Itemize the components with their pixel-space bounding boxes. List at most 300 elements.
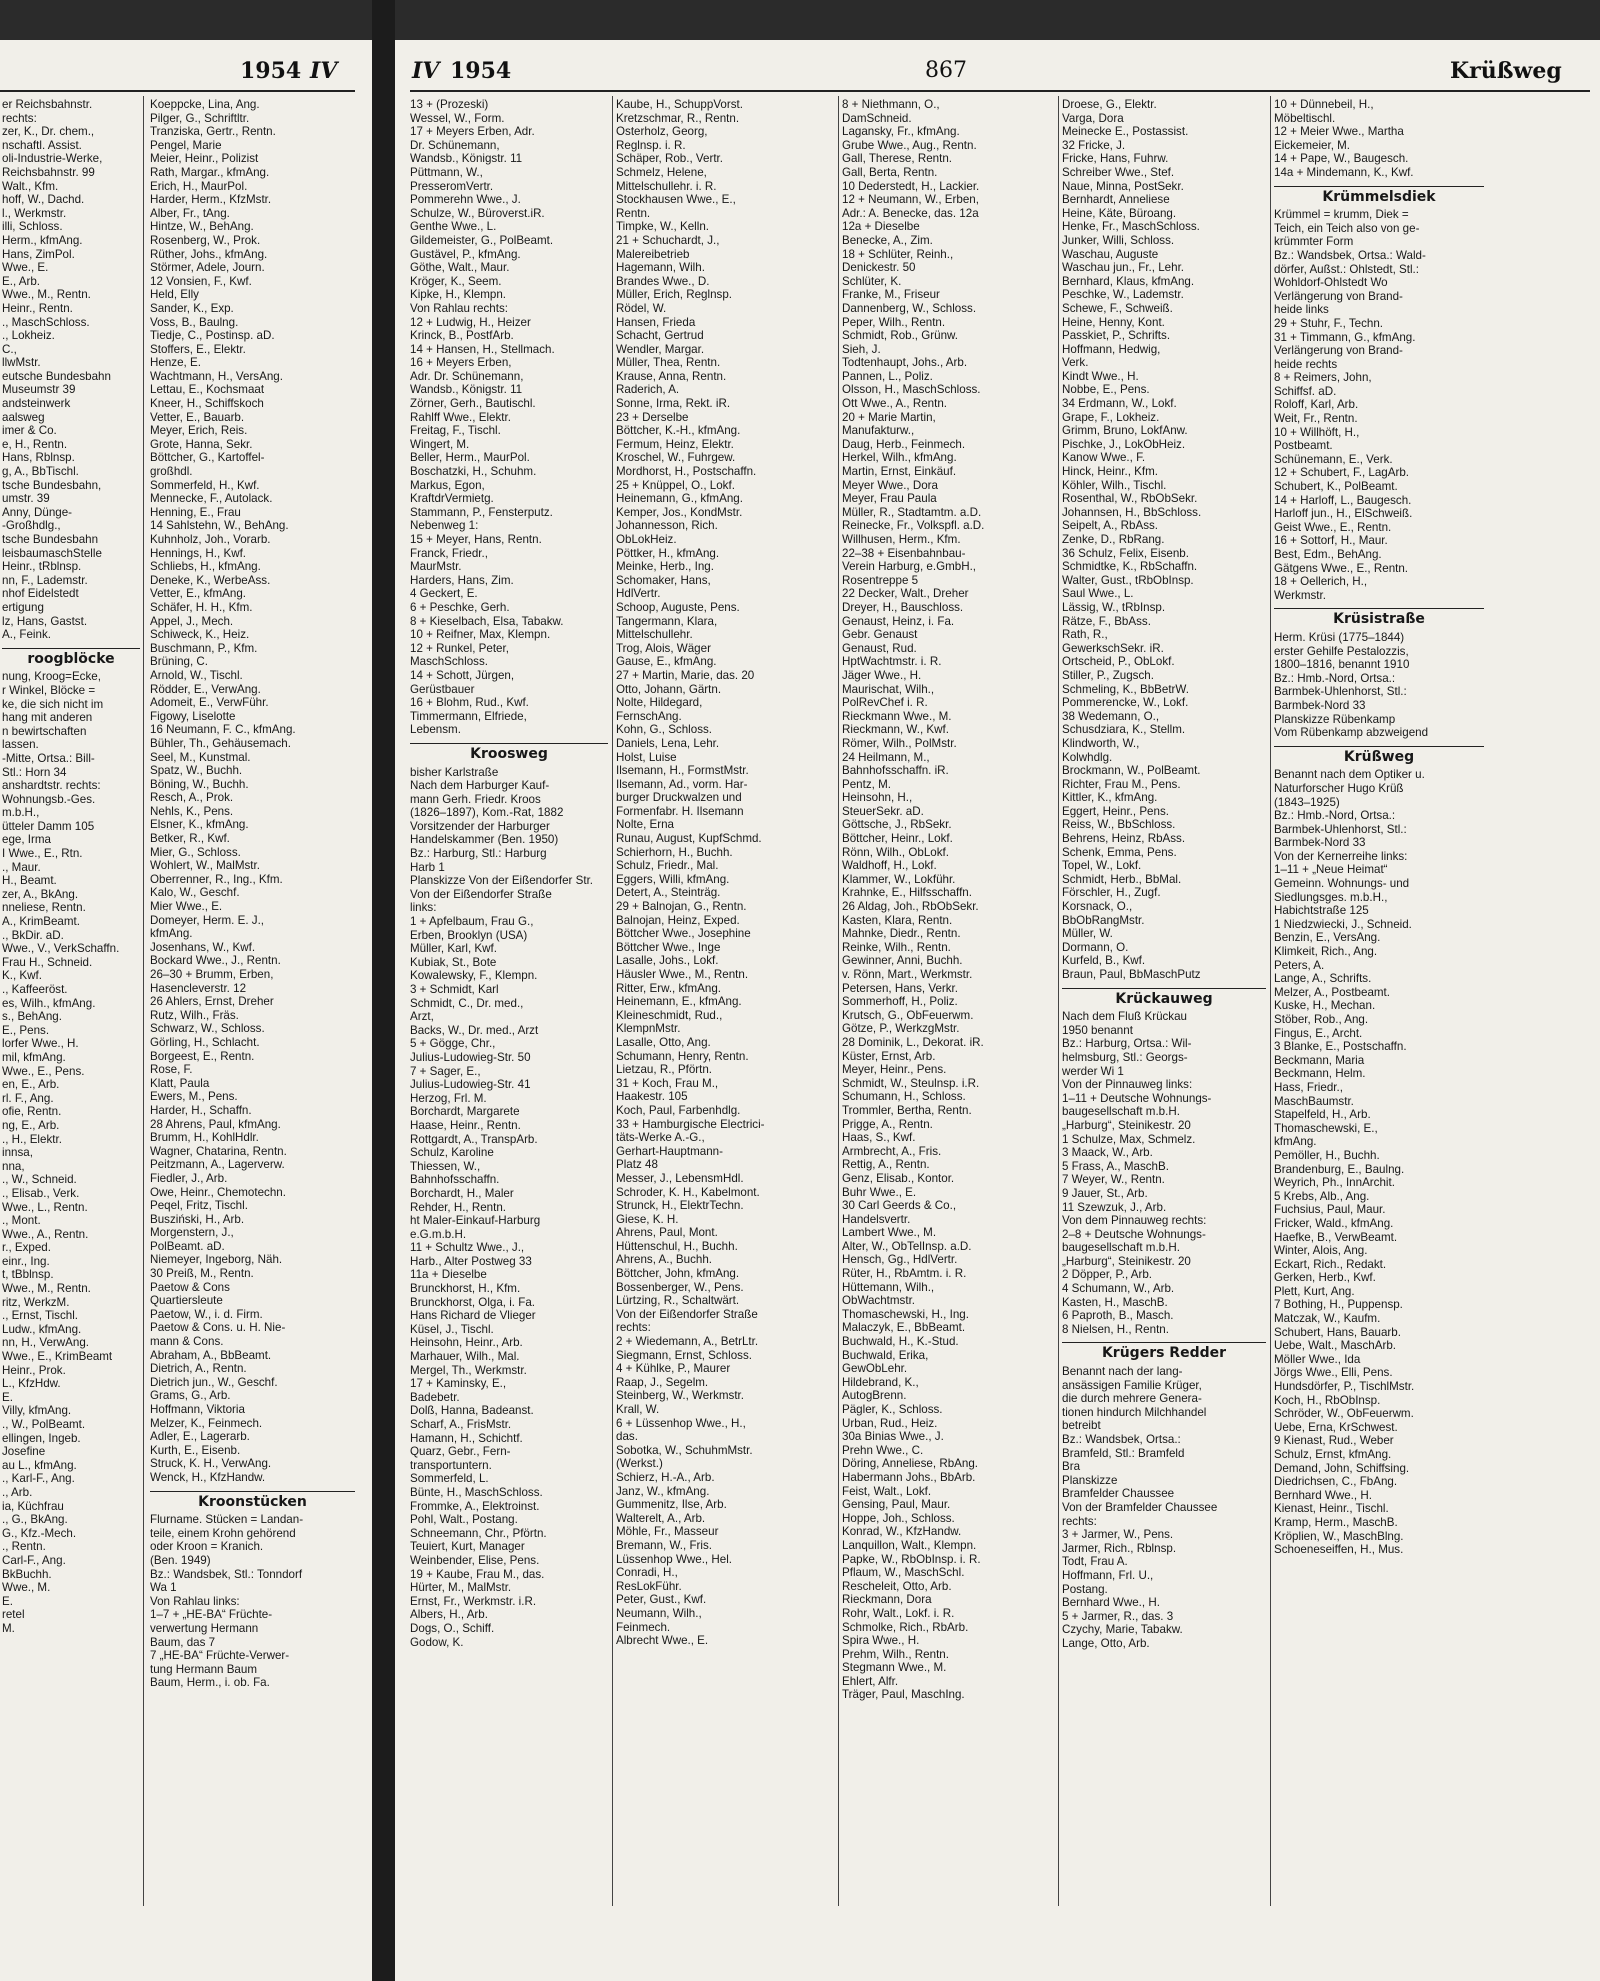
directory-entry: 34 Erdmann, W., Lokf. [1062,397,1177,411]
directory-entry: Rosenthal, W., RbObSekr. [1062,492,1198,506]
directory-entry: Zörner, Gerh., Bautischl. [410,397,536,411]
directory-entry: Beller, Herm., MaurPol. [410,451,530,465]
directory-entry: 14 + Hansen, H., Stellmach. [410,342,555,356]
directory-entry: Brunckhorst, H., Kfm. [410,1282,521,1296]
directory-entry: 1–11 + „Neue Heimat“ [1274,863,1388,877]
street-heading: Kroonstücken [150,1491,355,1510]
directory-entry: Bramfelder Chaussee [1062,1487,1175,1501]
directory-entry: ., Mont. [2,1214,41,1228]
directory-entry: Urban, Rud., Heiz. [842,1416,938,1430]
directory-entry: hang mit anderen [2,711,93,725]
directory-entry: Rohr, Walt., Lokf. i. R. [842,1606,955,1620]
directory-entry: 26 Aldag, Joh., RbObSekr. [842,900,979,914]
directory-entry: 5 + Gögge, Chr., [410,1037,496,1051]
directory-entry: Borchardt, Margarete [410,1105,520,1119]
directory-entry: Bz.: Hmb.-Nord, Ortsa.: [1274,671,1396,685]
directory-entry: Trommler, Bertha, Rentn. [842,1103,972,1117]
directory-entry: Mier, G., Schloss. [150,845,241,859]
directory-entry: Armbrecht, A., Fris. [842,1144,942,1158]
directory-entry: Mennecke, F., Autolack. [150,492,273,506]
directory-entry: KlempnMstr. [616,1022,681,1036]
directory-entry: Gustävel, P., kfmAng. [410,247,521,261]
directory-entry: Schierz, H.-A., Arb. [616,1470,715,1484]
directory-entry: Voss, B., Baulng. [150,315,239,329]
directory-entry: Rätze, F., BbAss. [1062,614,1151,628]
directory-entry: 29 + Balnojan, G., Rentn. [616,900,747,914]
directory-entry: Betker, R., Kwf. [150,832,230,846]
column-divider [143,96,144,1906]
directory-entry: Freitag, F., Tischl. [410,424,501,438]
directory-entry: Waschau, Auguste [1062,247,1159,261]
directory-entry: 16 + Meyers Erben, [410,356,512,370]
directory-entry: Gause, E., kfmAng. [616,655,717,669]
directory-entry: Steinberg, W., Werkmstr. [616,1389,744,1403]
street-heading: Kroosweg [410,743,608,762]
directory-entry: Herzog, Frl. M. [410,1091,487,1105]
directory-entry: Petersen, Hans, Verkr. [842,981,958,995]
directory-entry: ., BkDir. aD. [2,928,64,942]
directory-entry: Mittelschullehr. [616,628,693,642]
directory-entry: Benzin, E., VersAng. [1274,931,1381,945]
directory-entry: Böttcher, K.-H., kfmAng. [616,424,741,438]
directory-entry: Matczak, W., Kaufm. [1274,1312,1381,1326]
directory-entry: 23 + Derselbe [616,410,689,424]
directory-entry: Bz.: Wandsbek, Ortsa.: Wald- [1274,248,1426,262]
directory-entry: nn, H., VerwAng. [2,1336,89,1350]
directory-entry: 24 Heilmann, M., [842,750,930,764]
directory-entry: Barmbek-Uhlenhorst, Stl.: [1274,822,1407,836]
directory-entry: Schreiber Wwe., Stef. [1062,165,1175,179]
directory-entry: 10 Dederstedt, H., Lackier. [842,179,980,193]
directory-entry: ., Ernst, Tischl. [2,1309,79,1323]
directory-entry: Römer, Wilh., PolMstr. [842,736,957,750]
directory-entry: Meinecke E., Postassist. [1062,125,1189,139]
directory-entry: Meinke, Herb., Ing. [616,560,714,574]
directory-entry: MaurMstr. [410,560,462,574]
directory-entry: rl. F., Ang. [2,1091,54,1105]
directory-entry: Klindworth, W., [1062,736,1140,750]
directory-entry: 22–38 + Eisenbahnbau- [842,546,966,560]
directory-entry: Schmidt, W., Steulnsp. i.R. [842,1076,980,1090]
directory-entry: Gerüstbauer [410,682,475,696]
directory-entry: Hans, ZimPol. [2,247,75,261]
directory-entry: 1950 benannt [1062,1023,1133,1037]
directory-entry: Varga, Dora [1062,111,1124,125]
directory-entry: Nebenweg 1: [410,519,479,533]
directory-entry: Albers, H., Arb. [410,1608,488,1622]
directory-entry: Heine, Henny, Kont. [1062,315,1165,329]
directory-entry: Holst, Luise [616,750,677,764]
directory-entry: Maurischat, Wilh., [842,682,935,696]
directory-entry: Ehlert, Alfr. [842,1674,899,1688]
directory-entry: 1 Niedzwiecki, J., Schneid. [1274,917,1412,931]
directory-entry: Rottgardt, A., TranspArb. [410,1132,538,1146]
directory-entry: Wwe., V., VerkSchaffn. [2,942,120,956]
directory-entry: Martin, Ernst, Einkäuf. [842,465,957,479]
directory-entry: Schubert, K., PolBeamt. [1274,480,1398,494]
directory-entry: 3 Maack, W., Arb. [1062,1146,1153,1160]
directory-entry: Balnojan, Heinz, Exped. [616,913,740,927]
directory-entry: Braun, Paul, BbMaschPutz [1062,968,1201,981]
directory-entry: 12 + Meier Wwe., Martha [1274,125,1404,139]
directory-entry: burger Druckwalzen und [616,791,742,805]
directory-entry: Grote, Hanna, Sekr. [150,437,253,451]
directory-entry: Lässig, W., tRbInsp. [1062,600,1166,614]
directory-entry: Rettig, A., Rentn. [842,1158,930,1172]
directory-entry: 3 Blanke, E., Postschaffn. [1274,1040,1407,1054]
directory-entry: Droese, G., Elektr. [1062,98,1157,111]
directory-entry: Kurfeld, B., Kwf. [1062,954,1146,968]
directory-entry: Kasten, H., MaschB. [1062,1295,1168,1309]
directory-entry: Stapelfeld, H., Arb. [1274,1108,1371,1122]
directory-entry: Hansen, Frieda [616,315,696,329]
street-heading: Krügers Redder [1062,1342,1266,1361]
directory-entry: Verk. [1062,356,1089,370]
directory-entry: Ortscheid, P., ObLokf. [1062,655,1175,669]
directory-entry: Schroder, K. H., Kabelmont. [616,1185,760,1199]
directory-entry: Frau H., Schneid. [2,955,93,969]
directory-entry: Stammann, P., Fensterputz. [410,505,553,519]
directory-entry: Sander, K., Exp. [150,301,234,315]
directory-entry: Gewinner, Anni, Buchh. [842,954,963,968]
directory-entry: BbObRangMstr. [1062,913,1145,927]
directory-entry: Möller Wwe., Ida [1274,1352,1361,1366]
directory-entry: Rutz, Wilh., Fräs. [150,1008,239,1022]
directory-entry: Bossenberger, W., Pens. [616,1280,744,1294]
directory-entry: Fricker, Wald., kfmAng. [1274,1216,1394,1230]
directory-entry: Franck, Friedr., [410,546,488,560]
directory-entry: Schulz, Friedr., Mal. [616,859,719,873]
directory-entry: 5 + Jarmer, R., das. 3 [1062,1609,1174,1623]
directory-entry: Hüttemann, Wilh., [842,1280,935,1294]
directory-entry: E. [2,1594,13,1608]
directory-entry: Flurname. Stücken = Landan- [150,1513,304,1527]
directory-entry: Böttcher, Heinr., Lokf. [842,832,953,846]
directory-entry: Ritter, Erw., kfmAng. [616,981,722,995]
directory-entry: Brüning, C. [150,655,208,669]
directory-entry: -Mitte, Ortsa.: Bill- [2,751,95,765]
directory-entry: M. [2,1621,15,1635]
directory-entry: Wwe., M., Rentn. [2,1282,91,1296]
directory-entry: Feist, Walt., Lokf. [842,1484,932,1498]
directory-entry: Barmbek-Uhlenhorst, Stl.: [1274,685,1407,699]
directory-entry: Walt., Kfm. [2,179,59,193]
directory-entry: 7 „HE-BA“ Früchte-Verwer- [150,1649,290,1663]
directory-entry: Hildebrand, K., [842,1375,919,1389]
directory-entry: Köhler, Wilh., Tischl. [1062,478,1167,492]
directory-entry: Hoffmann, Frl. U., [1062,1568,1154,1582]
directory-entry: Rieckmann, W., Kwf. [842,723,949,737]
directory-entry: Winter, Alois, Ang. [1274,1244,1368,1258]
directory-entry: betreibt [1062,1419,1101,1433]
directory-entry: Vetter, E., Bauarb. [150,410,245,424]
directory-entry: 4 + Kühlke, P., Maurer [616,1362,731,1376]
directory-entry: Kipke, H., Klempn. [410,288,507,302]
directory-entry: 20 + Marie Martin, [842,410,936,424]
directory-entry: tsche Bundesbahn, [2,478,102,492]
directory-entry: Brandenburg, E., Baulng. [1274,1162,1405,1176]
directory-entry: n bewirtschaften [2,724,87,738]
directory-entry: Rosentreppe 5 [842,573,919,587]
directory-entry: E., Pens. [2,1023,50,1037]
directory-entry: Vetter, E., kfmAng. [150,587,247,601]
directory-entry: 18 + Oellerich, H., [1274,575,1368,589]
directory-entry: Papke, W., RbObInsp. i. R. [842,1552,981,1566]
directory-entry: Siedlungsges. m.b.H., [1274,890,1388,904]
directory-entry: Denickestr. 50 [842,261,916,275]
directory-entry: tung Hermann Baum [150,1662,257,1676]
directory-entry: ng, E., Arb. [2,1118,60,1132]
directory-entry: Koch, Paul, Farbenhdlg. [616,1103,741,1117]
directory-entry: Paetow & Cons. u. H. Nie- [150,1321,286,1335]
directory-entry: Sonne, Irma, Rekt. iR. [616,397,731,411]
directory-entry: Träger, Paul, MaschIng. [842,1688,965,1702]
directory-entry: Rödel, W. [616,301,667,315]
directory-entry: Rödder, E., VerwAng. [150,682,261,696]
directory-entry: 31 + Koch, Frau M., [616,1076,719,1090]
directory-entry: HdlVertr. [616,587,661,601]
directory-entry: Seel, M., Kunstmal. [150,750,251,764]
directory-entry: Von der Kernerreihe links: [1274,849,1408,863]
directory-entry: kfmAng. [150,927,193,941]
directory-entry: Appel, J., Mech. [150,614,234,628]
directory-entry: Kroschel, W., Fuhrgew. [616,451,736,465]
directory-entry: Bahnhofsschaffn. [410,1173,500,1187]
right-column-4 [1062,98,1266,1918]
directory-entry: rechts: [2,111,37,125]
directory-entry: teile, einem Krohn gehörend [150,1526,296,1540]
directory-entry: Nolte, Erna [616,818,674,832]
directory-entry: Niemeyer, Ingeborg, Näh. [150,1253,283,1267]
directory-entry: Rüter, H., RbAmtm. i. R. [842,1267,967,1281]
directory-entry: Borgeest, E., Rentn. [150,1049,255,1063]
directory-entry: Gensing, Paul, Maur. [842,1498,951,1512]
directory-entry: ertigung [2,600,44,614]
directory-entry: Franke, M., Friseur [842,288,940,302]
directory-entry: Peqel, Fritz, Tischl. [150,1199,248,1213]
directory-entry: Ott Wwe., A., Rentn. [842,397,948,411]
directory-entry: Krahnke, E., Hilfsschaffn. [842,886,972,900]
directory-entry: Gall, Berta, Rentn. [842,165,938,179]
directory-entry: ., Elisab., Verk. [2,1186,80,1200]
directory-entry: -Großhdlg., [2,519,61,533]
right-header-section: IV [412,58,440,84]
directory-entry: 14 Sahlstehn, W., BehAng. [150,519,289,533]
directory-entry: Lambert Wwe., M. [842,1226,937,1240]
directory-entry: ege, Irma [2,833,51,847]
directory-entry: Peschke, W., Lademstr. [1062,288,1184,302]
directory-entry: 9 Jauer, St., Arb. [1062,1186,1148,1200]
directory-entry: Gildemeister, G., PolBeamt. [410,233,554,247]
directory-entry: Prigge, A., Rentn. [842,1117,933,1131]
directory-entry: 1 + Apfelbaum, Frau G., [410,915,534,929]
directory-entry: Sommerfeld, L. [410,1472,489,1486]
directory-entry: Buchwald, H., K.-Stud. [842,1335,959,1349]
directory-entry: Wessel, W., Form. [410,111,505,125]
directory-entry: Mergel, Th., Werkmstr. [410,1363,527,1377]
directory-entry: erster Gehilfe Pestalozzis, [1274,644,1409,658]
directory-entry: Dannenberg, W., Schloss. [842,301,977,315]
directory-entry: Harb., Alter Postweg 33 [410,1254,532,1268]
directory-entry: H., Beamt. [2,874,57,888]
directory-entry: 32 Fricke, J. [1062,138,1126,152]
directory-entry: Reichsbahnstr. 99 [2,165,95,179]
directory-entry: Schmelz, Helene, [616,165,707,179]
directory-entry: Weyrich, Ph., InnArchit. [1274,1176,1395,1190]
directory-entry: Planskizze Rübenkamp [1274,712,1396,726]
directory-entry: einr., Ing. [2,1254,50,1268]
directory-entry: Kuhnholz, Joh., Vorarb. [150,533,271,546]
directory-entry: Gätgens Wwe., E., Rentn. [1274,561,1409,575]
directory-entry: 4 Schumann, W., Arb. [1062,1282,1175,1296]
directory-entry: rechts: [1062,1514,1097,1528]
directory-entry: 3 + Jarmer, W., Pens. [1062,1528,1174,1542]
directory-entry: nschaftl. Assist. [2,138,82,152]
directory-entry: 4 Geckert, E. [410,587,478,601]
directory-entry: 31 + Timmann, G., kfmAng. [1274,330,1416,344]
directory-entry: Habermann Johs., BbArb. [842,1470,976,1484]
directory-entry: krümmter Form [1274,235,1354,249]
directory-entry: Schäfer, H. H., Kfm. [150,600,253,614]
directory-entry: 8 + Niethmann, O., [842,98,940,111]
directory-entry: ., Maur. [2,860,41,874]
directory-entry: 3 + Schmidt, Karl [410,983,499,996]
directory-entry: Stöber, Rob., Ang. [1274,1013,1369,1026]
directory-entry: Raap, J., Segelm. [616,1375,709,1389]
directory-entry: Hoppe, Joh., Schloss. [842,1511,955,1525]
directory-entry: Rahlff Wwe., Elektr. [410,410,511,424]
street-heading: Krüsistraße [1274,608,1484,627]
directory-entry: I Wwe., E., Rtn. [2,847,83,861]
directory-entry: Abraham, A., BbBeamt. [150,1348,272,1362]
directory-entry: bisher Karlstraße [410,765,499,779]
directory-entry: Bockard Wwe., J., Rentn. [150,954,281,968]
directory-entry: 21 + Schuchardt, J., [616,233,720,247]
directory-entry: Dietrich jun., W., Geschf. [150,1375,278,1389]
directory-entry: Reglnsp. i. R. [616,138,686,152]
directory-entry: Stockhausen Wwe., E., [616,193,736,207]
directory-entry: Müller, Thea, Rentn. [616,356,721,370]
directory-entry: Tangermann, Klara, [616,614,718,628]
directory-entry: Wandsb., Königstr. 11 [410,383,523,397]
directory-entry: ., Arb. [2,1485,33,1499]
directory-entry: Carl-F., Ang. [2,1553,66,1567]
directory-entry: Stegmann Wwe., M. [842,1661,947,1675]
directory-entry: Schiffsf. aD. [1274,384,1337,398]
directory-entry: Bremann, W., Fris. [616,1538,712,1552]
directory-entry: Struck, K. H., VerwAng. [150,1457,272,1471]
directory-entry: ., Kaffeeröst. [2,983,68,996]
directory-entry: 30 Carl Geerds & Co., [842,1199,957,1213]
directory-entry: Geist Wwe., E., Rentn. [1274,520,1392,534]
directory-entry: Postbeamt. [1274,439,1333,453]
directory-entry: Herm., kfmAng. [2,233,83,247]
directory-entry: transportuntern. [410,1458,492,1472]
street-heading: roogblöcke [2,648,140,667]
directory-entry: Rescheleit, Otto, Arb. [842,1579,952,1593]
directory-entry: Daniels, Lena, Lehr. [616,736,720,750]
directory-entry: Strunck, H., ElektrTechn. [616,1199,744,1213]
directory-entry: Kasten, Klara, Rentn. [842,913,953,927]
directory-entry: Genthe Wwe., L. [410,220,497,234]
directory-entry: er Reichsbahnstr. [2,98,93,111]
directory-entry: Gemeinn. Wohnungs- und [1274,877,1410,891]
directory-entry: Rönn, Wilh., ObLokf. [842,845,949,859]
directory-entry: Johannesson, Rich. [616,519,718,533]
directory-entry: (Werkst.) [616,1457,663,1471]
directory-entry: zer, K., Dr. chem., [2,125,95,139]
directory-entry: 10 + Dünnebeil, H., [1274,98,1374,111]
directory-entry: 19 + Kaube, Frau M., das. [410,1567,545,1581]
directory-entry: 12 Vonsien, F., Kwf. [150,274,252,288]
directory-entry: Richter, Frau M., Pens. [1062,777,1181,791]
directory-entry: Hoffmann, Hedwig, [1062,342,1161,356]
directory-entry: Heinemann, E., kfmAng. [616,995,742,1009]
directory-entry: Wwe., L., Rentn. [2,1200,88,1214]
directory-entry: Buchwald, Erika, [842,1348,929,1362]
directory-entry: A., KrimBeamt. [2,915,80,929]
directory-entry: Ernst, Fr., Werkmstr. i.R. [410,1594,537,1608]
directory-entry: Beckmann, Helm. [1274,1067,1366,1081]
directory-entry: Von Rahlau rechts: [410,301,508,315]
directory-entry: Grimm, Bruno, LokfAnw. [1062,424,1188,438]
directory-entry: umstr. 39 [2,492,50,506]
directory-entry: Museumstr 39 [2,383,76,397]
directory-entry: Dormann, O. [1062,940,1129,954]
directory-entry: Prehm, Wilh., Rentn. [842,1647,949,1661]
directory-entry: nung, Kroog=Ecke, [2,670,101,684]
directory-entry: Stoffers, E., Elektr. [150,342,246,356]
directory-entry: r Winkel, Blöcke = [2,683,96,697]
directory-entry: Czychy, Marie, Tabakw. [1062,1623,1183,1637]
directory-entry: Runau, August, KupfSchmd. [616,832,762,846]
directory-entry: Klammer, W., Lokführ. [842,872,956,886]
directory-entry: Ilsemann, H., FormstMstr. [616,764,749,778]
directory-entry: Hagemann, Wilh. [616,261,705,275]
directory-entry: das. [616,1430,638,1444]
directory-entry: Raderich, A. [616,383,680,397]
directory-entry: anshardtstr. rechts: [2,779,101,793]
directory-entry: Buhr Wwe., E. [842,1185,917,1199]
directory-entry: Elsner, K., kfmAng. [150,818,249,832]
directory-entry: Junker, Willi, Schloss. [1062,233,1175,247]
directory-entry: Kröger, K., Seem. [410,274,502,288]
directory-entry: Adler, E., Lagerarb. [150,1430,250,1444]
left-column-2 [150,98,355,1918]
directory-entry: Fiedler, J., Arb. [150,1171,228,1185]
directory-entry: Timpke, W., Kelln. [616,220,709,234]
left-column-1 [2,98,140,1918]
directory-entry: Kleineschmidt, Rud., [616,1008,723,1022]
directory-entry: Adr.: A. Benecke, das. 12a [842,206,979,220]
directory-entry: Spira Wwe., H. [842,1634,920,1648]
directory-entry: Kohn, G., Schloss. [616,723,713,737]
directory-entry: Haas, S., Kwf. [842,1131,916,1145]
directory-entry: Kalo, W., Geschf. [150,886,240,900]
directory-entry: Reiss, W., BbSchloss. [1062,818,1176,832]
directory-entry: ., G., BkAng. [2,1513,68,1527]
directory-entry: 11a + Dieselbe [410,1268,487,1282]
directory-entry: innsa, [2,1146,33,1160]
directory-entry: Harloff jun., H., ElSchweiß. [1274,507,1413,521]
directory-entry: Wingert, M. [410,437,470,451]
directory-entry: Siegmann, Ernst, Schloss. [616,1348,752,1362]
right-column-2 [616,98,834,1918]
directory-entry: Passkiet, P., Schrifts. [1062,329,1171,343]
directory-entry: Lüssenhop Wwe., Hel. [616,1552,732,1566]
directory-entry: Ahrens, Paul, Mont. [616,1226,718,1240]
directory-entry: 10 + Reifner, Max, Klempn. [410,628,551,642]
